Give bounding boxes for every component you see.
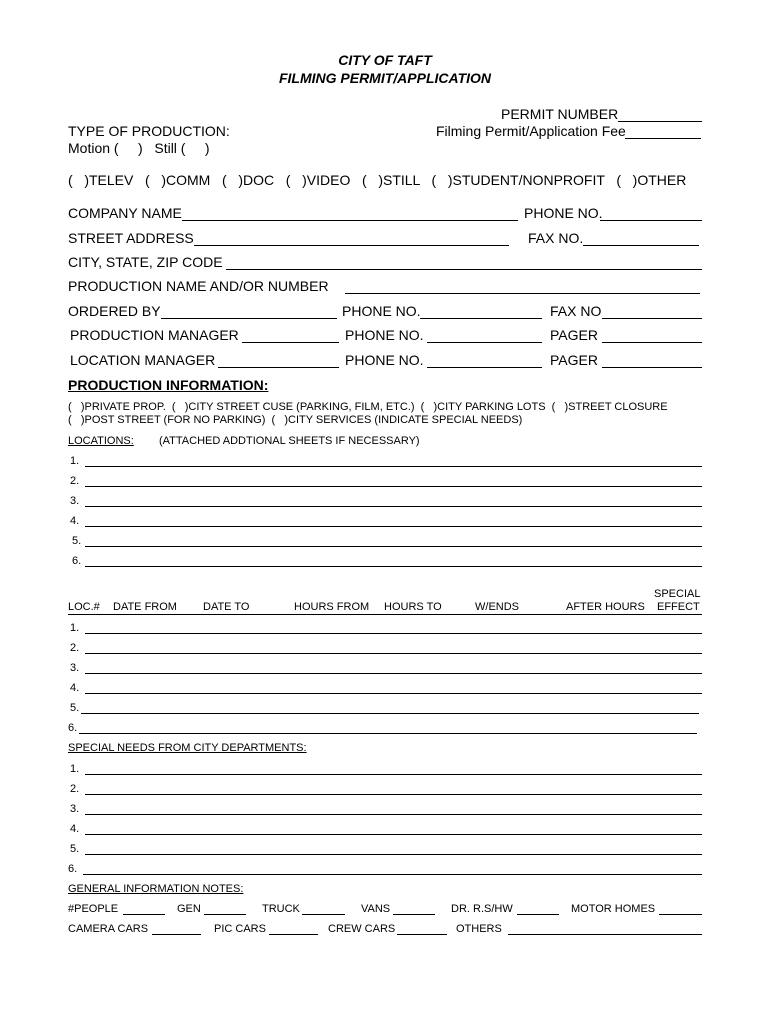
- production-manager-pager-label: PAGER: [550, 327, 598, 343]
- crew-cars-label: CREW CARS: [328, 923, 396, 935]
- location-number-5: 5.: [72, 535, 82, 547]
- locations-note: (ATTACHED ADDTIONAL SHEETS IF NECESSARY): [159, 435, 420, 447]
- production-options-line-1[interactable]: ( )PRIVATE PROP. ( )CITY STREET CUSE (PARKING, FILM, ETC.) ( )CITY PARKING LOTS ( )STREET CLOSURE: [68, 401, 668, 413]
- schedule-row-field-4[interactable]: [85, 693, 702, 694]
- pic-cars-field[interactable]: [269, 934, 318, 935]
- special-needs-field-5[interactable]: [85, 854, 702, 855]
- general-notes-heading: GENERAL INFORMATION NOTES:: [68, 883, 244, 895]
- form-title: FILMING PERMIT/APPLICATION: [278, 70, 492, 86]
- motor-homes-field[interactable]: [659, 914, 702, 915]
- column-hours-to: HOURS TO: [384, 601, 442, 613]
- special-needs-number-2: 2.: [70, 783, 80, 795]
- vans-field[interactable]: [393, 914, 435, 915]
- production-info-heading: PRODUCTION INFORMATION:: [68, 377, 269, 393]
- street-address-field[interactable]: [194, 245, 509, 246]
- ordered-by-phone-field[interactable]: [420, 318, 542, 319]
- special-needs-field-3[interactable]: [85, 814, 702, 815]
- production-manager-phone-field[interactable]: [427, 342, 542, 343]
- schedule-row-field-3[interactable]: [85, 673, 702, 674]
- permit-number-label: PERMIT NUMBER: [501, 106, 619, 122]
- ordered-by-field[interactable]: [161, 318, 337, 319]
- location-number-2: 2.: [70, 475, 80, 487]
- permit-number-field[interactable]: [618, 121, 702, 122]
- location-field-1[interactable]: [85, 466, 702, 467]
- location-number-4: 4.: [70, 515, 80, 527]
- special-needs-field-4[interactable]: [85, 834, 702, 835]
- truck-field[interactable]: [302, 914, 345, 915]
- camera-cars-label: CAMERA CARS: [68, 923, 149, 935]
- location-number-3: 3.: [70, 495, 80, 507]
- special-needs-number-4: 4.: [70, 823, 80, 835]
- street-address-label: STREET ADDRESS: [68, 230, 194, 246]
- permit-fee-label: Filming Permit/Application Fee: [436, 123, 626, 139]
- schedule-row-number-4: 4.: [70, 682, 80, 694]
- city-state-zip-field[interactable]: [226, 269, 702, 270]
- special-needs-field-1[interactable]: [85, 774, 702, 775]
- location-manager-field[interactable]: [218, 367, 339, 368]
- special-needs-field-2[interactable]: [85, 794, 702, 795]
- camera-cars-field[interactable]: [152, 934, 201, 935]
- motor-homes-label: MOTOR HOMES: [571, 903, 656, 915]
- production-type-label: TYPE OF PRODUCTION:: [68, 123, 230, 139]
- locations-label: LOCATIONS:: [68, 435, 134, 447]
- dr-rshw-field[interactable]: [517, 914, 559, 915]
- location-field-5[interactable]: [85, 546, 702, 547]
- column-date-to: DATE TO: [203, 601, 250, 613]
- production-manager-field[interactable]: [242, 342, 339, 343]
- company-phone-label: PHONE NO.: [524, 205, 603, 221]
- city-title: CITY OF TAFT: [338, 52, 432, 68]
- column-wends: W/ENDS: [475, 601, 519, 613]
- location-manager-phone-label: PHONE NO.: [345, 352, 424, 368]
- production-categories[interactable]: ( )TELEV ( )COMM ( )DOC ( )VIDEO ( )STILL ( )STUDENT/NONPROFIT ( )OTHER: [68, 172, 687, 188]
- company-phone-field[interactable]: [600, 220, 702, 221]
- schedule-header-rule: [68, 614, 702, 615]
- people-label: #PEOPLE: [68, 903, 119, 915]
- pic-cars-label: PIC CARS: [214, 923, 266, 935]
- schedule-row-field-1[interactable]: [85, 633, 702, 634]
- location-field-6[interactable]: [85, 566, 702, 567]
- permit-fee-field[interactable]: [625, 138, 701, 139]
- column-loc: LOC.#: [68, 601, 100, 613]
- location-number-1: 1.: [70, 455, 80, 467]
- ordered-by-label: ORDERED BY: [68, 303, 161, 319]
- column-after-hours: AFTER HOURS: [566, 601, 645, 613]
- column-hours-from: HOURS FROM: [294, 601, 370, 613]
- company-fax-field[interactable]: [583, 245, 699, 246]
- location-field-2[interactable]: [85, 486, 702, 487]
- others-label: OTHERS: [456, 923, 502, 935]
- column-date-from: DATE FROM: [113, 601, 177, 613]
- company-fax-label: FAX NO.: [528, 230, 584, 246]
- special-label: SPECIAL: [654, 588, 701, 600]
- dr-rshw-label: DR. R.S/HW: [451, 903, 513, 915]
- others-field[interactable]: [508, 934, 702, 935]
- location-number-6: 6.: [72, 555, 82, 567]
- schedule-row-number-6: 6.: [68, 722, 78, 734]
- crew-cars-field[interactable]: [397, 934, 447, 935]
- ordered-by-fax-label: FAX NO: [550, 303, 602, 319]
- schedule-row-field-5[interactable]: [81, 713, 699, 714]
- production-manager-label: PRODUCTION MANAGER: [70, 327, 239, 343]
- city-state-zip-label: CITY, STATE, ZIP CODE: [68, 254, 223, 270]
- special-needs-heading: SPECIAL NEEDS FROM CITY DEPARTMENTS:: [68, 742, 307, 754]
- schedule-row-field-2[interactable]: [85, 653, 702, 654]
- location-manager-pager-field[interactable]: [602, 367, 702, 368]
- special-needs-number-1: 1.: [70, 763, 80, 775]
- schedule-row-number-5: 5.: [70, 702, 80, 714]
- schedule-row-field-6[interactable]: [79, 733, 697, 734]
- motion-still-checkboxes[interactable]: Motion ( ) Still ( ): [68, 140, 210, 156]
- special-needs-number-6: 6.: [68, 863, 78, 875]
- schedule-row-number-2: 2.: [70, 642, 80, 654]
- location-manager-pager-label: PAGER: [550, 352, 598, 368]
- special-needs-number-3: 3.: [70, 803, 80, 815]
- schedule-row-number-3: 3.: [70, 662, 80, 674]
- column-effect: EFFECT: [657, 601, 700, 613]
- gen-field[interactable]: [204, 914, 246, 915]
- production-name-field[interactable]: [345, 293, 700, 294]
- schedule-row-number-1: 1.: [70, 622, 80, 634]
- gen-label: GEN: [177, 903, 201, 915]
- company-name-field[interactable]: [182, 220, 518, 221]
- special-needs-field-6[interactable]: [83, 874, 702, 875]
- company-name-label: COMPANY NAME: [68, 205, 182, 221]
- people-field[interactable]: [123, 914, 165, 915]
- truck-label: TRUCK: [262, 903, 300, 915]
- special-needs-number-5: 5.: [70, 843, 80, 855]
- vans-label: VANS: [361, 903, 391, 915]
- production-options-line-2[interactable]: ( )POST STREET (FOR NO PARKING) ( )CITY SERVICES (INDICATE SPECIAL NEEDS): [68, 414, 523, 426]
- ordered-by-phone-label: PHONE NO.: [342, 303, 421, 319]
- location-field-3[interactable]: [85, 506, 702, 507]
- location-manager-label: LOCATION MANAGER: [70, 352, 216, 368]
- production-manager-pager-field[interactable]: [602, 342, 702, 343]
- production-manager-phone-label: PHONE NO.: [345, 327, 424, 343]
- production-name-label: PRODUCTION NAME AND/OR NUMBER: [68, 278, 329, 294]
- ordered-by-fax-field[interactable]: [602, 318, 702, 319]
- location-manager-phone-field[interactable]: [427, 367, 542, 368]
- location-field-4[interactable]: [85, 526, 702, 527]
